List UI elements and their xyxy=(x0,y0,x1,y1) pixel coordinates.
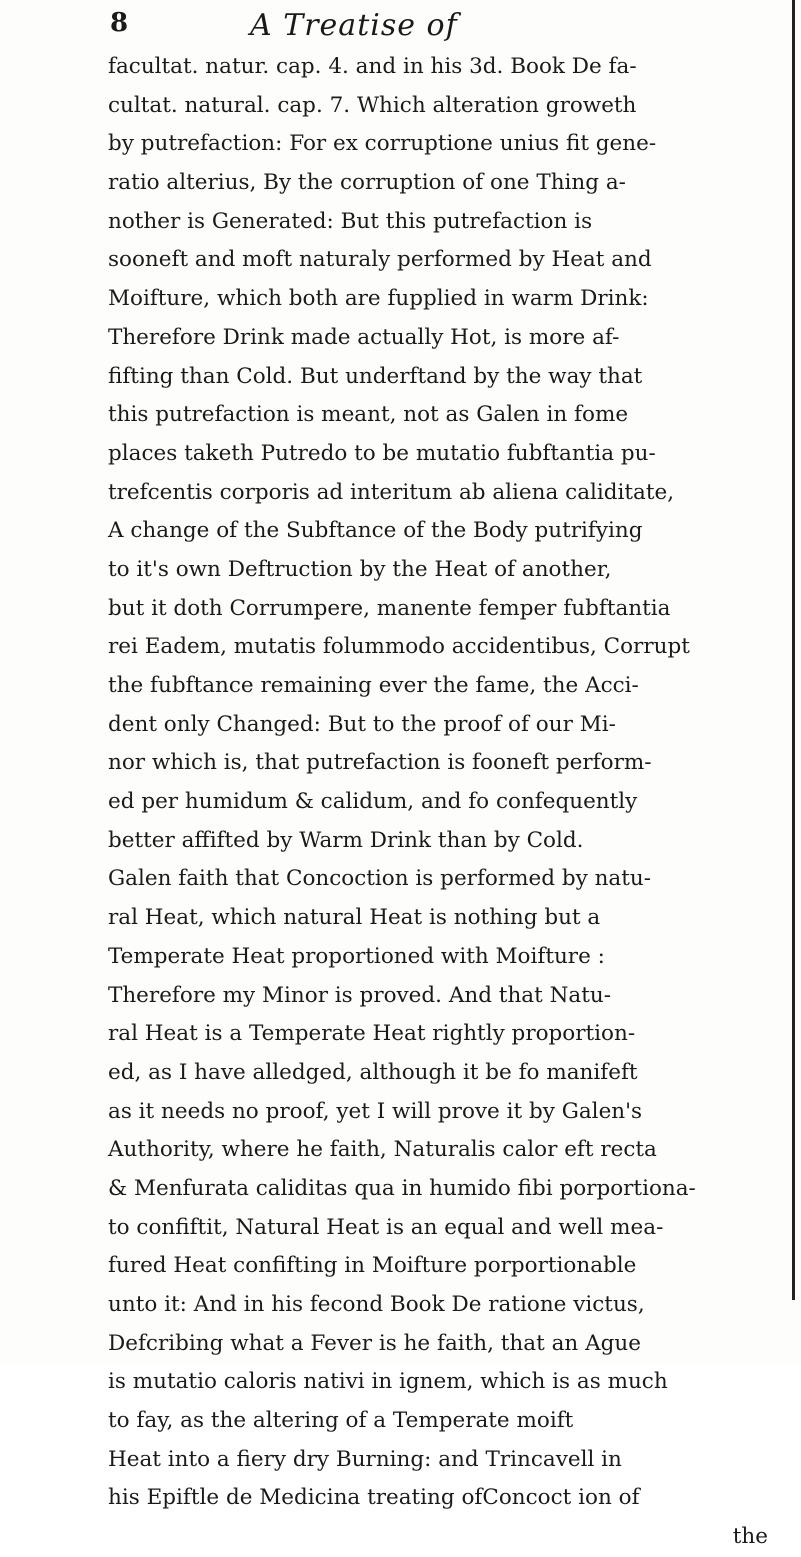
text-line: ed, as I have alledged, although it be fo manifeft xyxy=(108,1059,638,1085)
text-line: fifting than Cold. But underftand by the way that xyxy=(108,363,643,389)
text-line: Authority, where he faith, Naturalis calor eft recta xyxy=(108,1137,657,1163)
text-line: by putrefaction: For ex corruptione unius fit gene- xyxy=(108,131,657,157)
text-line: Therefore Drink made actually Hot, is more af- xyxy=(108,324,620,350)
catchword: the xyxy=(732,1524,768,1550)
text-line: to fay, as the altering of a Temperate moift xyxy=(108,1408,574,1434)
text-line: Temperate Heat proportioned with Moifture : xyxy=(108,943,605,969)
text-line: ral Heat, which natural Heat is nothing but a xyxy=(108,905,601,931)
text-line: cultat. natural. cap. 7. Which alteration groweth xyxy=(108,92,637,118)
page-header xyxy=(110,8,670,48)
text-line: Heat into a fiery dry Burning: and Trincavell in xyxy=(108,1446,622,1472)
text-line: to confiftit, Natural Heat is an equal and well mea- xyxy=(108,1214,664,1240)
text-line: Galen faith that Concoction is performed by natu- xyxy=(108,866,651,892)
text-line: his Epiftle de Medicina treating ofConcoct ion of xyxy=(108,1485,640,1511)
text-line: nother is Generated: But this putrefaction is xyxy=(108,208,593,234)
text-line: ratio alterius, By the corruption of one Thing a- xyxy=(108,170,626,196)
text-line: is mutatio caloris nativi in ignem, which is as much xyxy=(108,1369,668,1395)
text-line: this putrefaction is meant, not as Galen in fome xyxy=(108,402,629,428)
text-line: facultat. natur. cap. 4. and in his 3d. Book De fa- xyxy=(108,54,637,79)
text-line: the fubftance remaining ever the fame, the Acci- xyxy=(108,673,639,698)
text-line: dent only Changed: But to the proof of our Mi- xyxy=(108,711,616,737)
text-line: Therefore my Minor is proved. And that Natu- xyxy=(108,982,611,1008)
text-line: Defcribing what a Fever is he faith, that an Ague xyxy=(108,1330,641,1356)
text-line: ed per humidum & calidum, and fo confequently xyxy=(108,789,638,815)
text-line: Moifture, which both are fupplied in warm Drink: xyxy=(108,286,649,312)
text-line: to it's own Deftruction by the Heat of another, xyxy=(108,556,612,582)
text-line: places taketh Putredo to be mutatio fubftantia pu- xyxy=(108,440,656,466)
text-line: but it doth Corrumpere, manente femper fubftantia xyxy=(108,595,671,621)
body-text xyxy=(108,48,788,1557)
text-line: nor which is, that putrefaction is fooneft perform- xyxy=(108,750,652,776)
text-line: better affifted by Warm Drink than by Cold. xyxy=(108,827,584,853)
text-line: rei Eadem, mutatis folummodo accidentibus, Corrupt xyxy=(108,634,690,660)
text-line: unto it: And in his fecond Book De ratione victus, xyxy=(108,1292,645,1317)
page-edge xyxy=(792,0,795,1300)
text-line: ral Heat is a Temperate Heat rightly proportion- xyxy=(108,1021,636,1047)
text-line: & Menfurata caliditas qua in humido fibi porportiona- xyxy=(108,1175,696,1201)
page-number: 8 xyxy=(110,8,129,38)
text-line: trefcentis corporis ad interitum ab aliena caliditate, xyxy=(108,479,675,505)
text-line: sooneft and moft naturaly performed by Heat and xyxy=(108,247,652,273)
text-line: fured Heat confifting in Moifture porportionable xyxy=(108,1253,637,1279)
running-title: A Treatise of xyxy=(250,8,458,43)
text-line: as it needs no proof, yet I will prove it by Galen's xyxy=(108,1098,643,1124)
text-line: A change of the Subftance of the Body putrifying xyxy=(108,518,643,544)
